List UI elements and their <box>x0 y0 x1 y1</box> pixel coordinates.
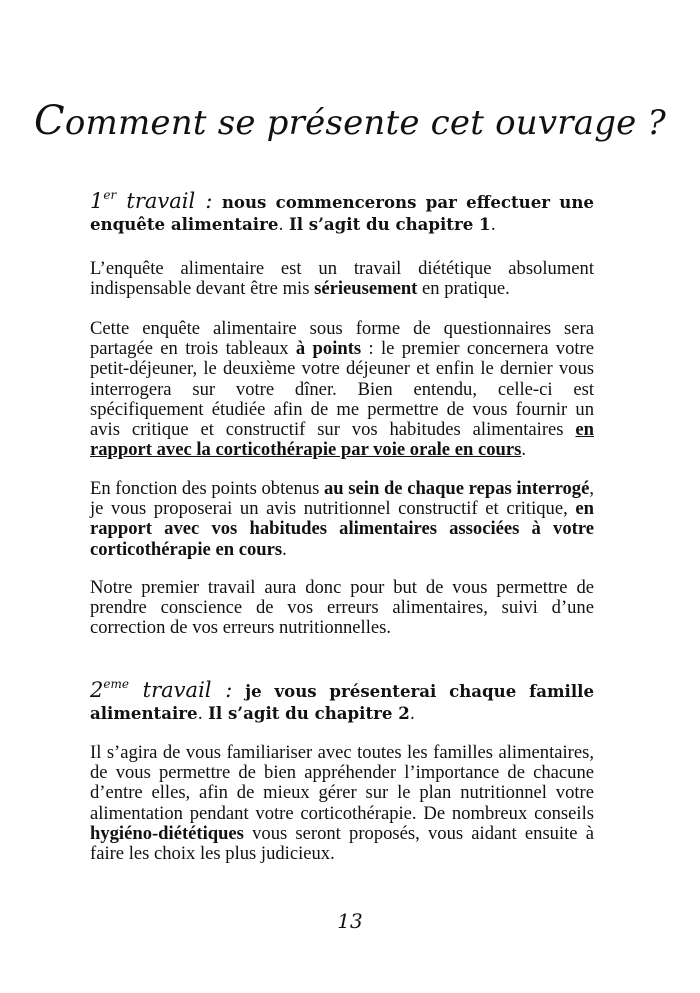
section-2-label <box>90 678 232 702</box>
section-2-label-sup: eme <box>103 677 129 691</box>
page-title <box>0 98 700 144</box>
paragraph-2-underlined: en rapport avec la corticothérapie par voie orale en cours <box>90 419 594 461</box>
paragraph-3-text-c: , je vous proposerai un avis nutritionnel constructif et critique, <box>90 478 595 520</box>
paragraph-2-bold: à points <box>295 338 362 360</box>
paragraph-2-text-e: . <box>521 439 526 461</box>
section-1-heading-end: . <box>490 215 496 234</box>
paragraph-3-text-e: . <box>282 538 287 560</box>
section-2-heading-sep: . <box>197 704 209 723</box>
section-1-chapter: Il s’agit du chapitre 1 <box>288 214 491 234</box>
paragraph-3 <box>90 479 594 560</box>
paragraph-3-text-a: En fonction des points obtenus <box>90 478 324 499</box>
section-2-heading-text: je vous présenterai chaque famille alimentaire <box>90 681 594 723</box>
section-2-heading <box>90 679 594 725</box>
section-2-label-word: travail : <box>128 678 233 702</box>
paragraph-1-text-c: en pratique. <box>417 278 510 300</box>
paragraph-1-text-a: L’enquête alimentaire est un travail diététique absolument indispensable devant être mis <box>90 258 594 300</box>
paragraph-3-bold-1: au sein de chaque repas interrogé <box>324 478 590 499</box>
title-text: omment se présente cet ouvrage ? <box>64 103 666 143</box>
paragraph-1 <box>90 259 594 299</box>
paragraph-5-bold: hygiéno-diététiques <box>90 822 244 844</box>
paragraph-5 <box>90 743 594 864</box>
paragraph-2 <box>90 319 594 460</box>
section-2-chapter: Il s’agit du chapitre 2 <box>208 703 410 723</box>
title-initial: C <box>34 98 65 144</box>
section-1-label <box>90 189 213 213</box>
paragraph-2-text-c: : le premier concernera votre petit-déjeuner, le deuxième votre déjeuner et enfin le dernier vous interrogera sur votre dîner. Bien entendu, celle-ci est spécifiquement étudiée afin de me permettre de vous fournir un avis critique et constructif sur vos habitudes alimentaires <box>90 338 594 441</box>
paragraph-5-text-a: Il s’agira de vous familiariser avec toutes les familles alimentaires, de vous permettre de bien appréhender l’importance de chacune d’entre elles, afin de mieux gérer sur le plan nutritionnel votre alimentation pendant votre corticothérapie. De nombreux conseils <box>90 742 594 824</box>
paragraph-1-bold: sérieusement <box>314 278 418 300</box>
section-1-heading-sep: . <box>278 215 289 234</box>
section-1-label-sup: er <box>103 188 117 202</box>
paragraph-2-text-a: Cette enquête alimentaire sous forme de questionnaires sera partagée en trois tableaux <box>90 318 594 360</box>
section-1-heading-text: nous commencerons par effectuer une enquête alimentaire <box>90 192 594 234</box>
paragraph-4 <box>90 578 594 639</box>
section-1-label-word: travail : <box>116 189 213 213</box>
section-1-heading <box>90 190 594 236</box>
section-2-heading-end: . <box>409 704 416 723</box>
section-1-label-number: 1 <box>90 189 104 213</box>
paragraph-4-text: Notre premier travail aura donc pour but de vous permettre de prendre conscience de vos erreurs alimentaires, suivi d’une correction de vos erreurs nutritionnelles. <box>90 577 594 639</box>
paragraph-5-text-c: vous seront proposés, vous aidant ensuite à faire les choix les plus judicieux. <box>90 822 594 865</box>
section-2-label-number: 2 <box>90 678 104 702</box>
page-number: 13 <box>337 909 363 933</box>
paragraph-3-bold-2: en rapport avec vos habitudes alimentaires associées à votre corticothérapie en cours <box>90 498 594 560</box>
